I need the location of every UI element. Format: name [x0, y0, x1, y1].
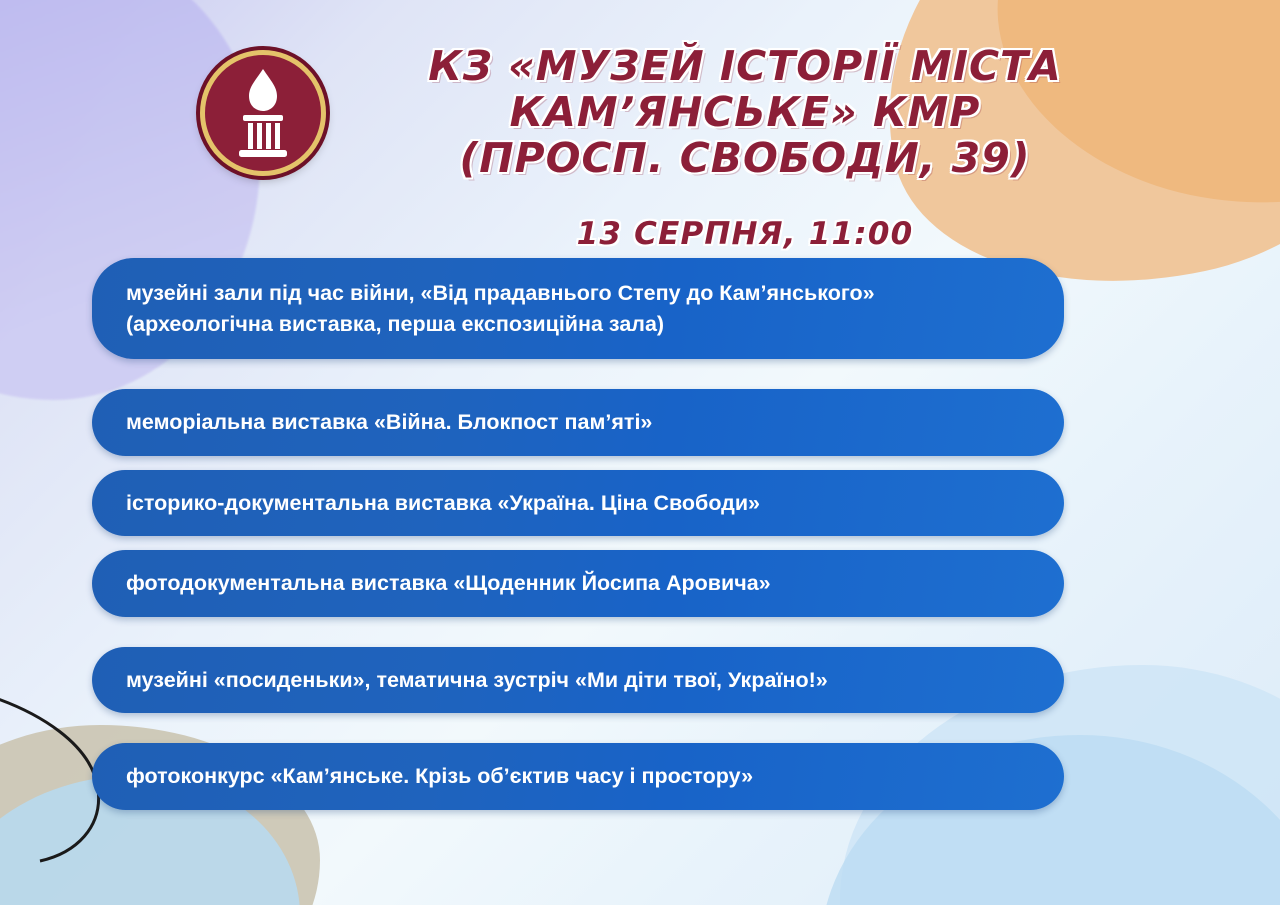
event-text: музейні «посиденьки», тематична зустріч «Ми діти твої, Україно!» [126, 667, 828, 692]
museum-column-flame-emblem-icon [200, 50, 326, 176]
events-list [92, 258, 1064, 810]
title-line-3: (ПРОСП. СВОБОДИ, 39) [459, 133, 1031, 182]
list-item [92, 389, 1064, 456]
event-text [126, 278, 875, 339]
event-text: фотодокументальна виставка «Щоденник Йосипа Аровича» [126, 571, 771, 596]
title-line-1: КЗ «МУЗЕЙ ІСТОРІЇ МІСТА [428, 42, 1062, 90]
spacer [92, 617, 1064, 647]
page-title [360, 44, 1130, 182]
list-item [92, 550, 1064, 617]
event-text: історико-документальна виставка «Україна. Ціна Свободи» [126, 490, 760, 515]
event-text: фотоконкурс «Кам’янське. Крізь об’єктив часу і простору» [126, 764, 754, 789]
list-item [92, 258, 1064, 359]
list-item [92, 647, 1064, 714]
spacer [92, 456, 1064, 470]
title-block [360, 44, 1130, 252]
event-line: (археологічна виставка, перша експозиційна зала) [126, 311, 665, 336]
spacer [92, 713, 1064, 743]
event-datetime: 13 СЕРПНЯ, 11:00 [576, 215, 914, 252]
list-item [92, 743, 1064, 810]
spacer [92, 536, 1064, 550]
poster-header [0, 26, 1280, 252]
title-line-2: КАМ’ЯНСЬКЕ» КМР [509, 87, 981, 136]
event-line: музейні зали під час війни, «Від прадавнього Степу до Кам’янського» [126, 281, 875, 305]
spacer [92, 359, 1064, 389]
event-text: меморіальна виставка «Війна. Блокпост пам’яті» [126, 410, 653, 435]
list-item [92, 470, 1064, 537]
